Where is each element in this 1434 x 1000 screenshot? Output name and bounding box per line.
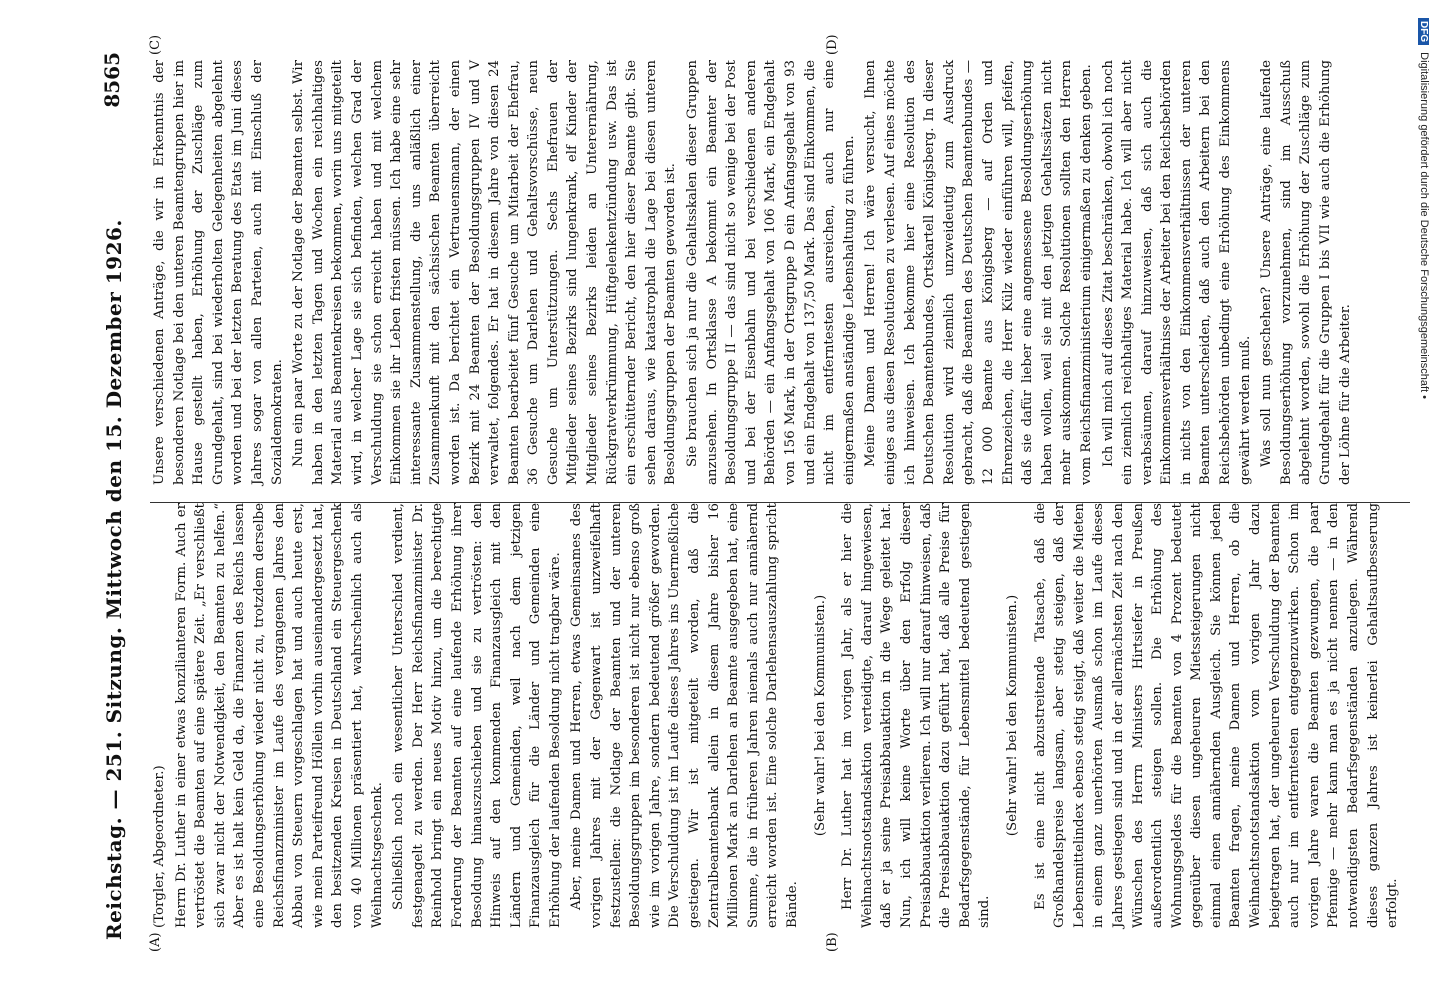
document-page: [90, 34, 1420, 952]
interjection: (Sehr wahr! bei den Kommunisten.): [812, 594, 828, 837]
paragraph: Unsere verschiedenen Anträge, die wir in Erkenntnis der besonderen Notlage bei den unteren Beamtengruppen hier im Hause gestellt haben, Erhöhung der Zuschläge zum Grundgehalt, sind bei wiederholten Gelegenheiten abgelehnt worden und bei der letzten Beratung des Etats im Juni dieses Jahres sogar von allen Parteien, auch mit Einschluß der Sozialdemokraten.: [152, 60, 285, 485]
header-title: Reichstag. — 251. Sitzung. Mittwoch den 15. Dezember 1926.: [102, 219, 126, 940]
page-header: [90, 40, 138, 950]
paragraph: Schließlich noch ein wesentlicher Unterschied verdient, festgenagelt zu werden. Der Herr Reichsfinanzminister Dr. Reinhold bringt ein neues Motiv hinzu, um die berechtigte Forderung der Beamten auf eine laufende Erhöhung ihrer Besoldung hinauszuschieben und sie zu vertrösten: den Hinweis auf den kommenden Finanzausgleich mit den Ländern und Gemeinden, weil nach dem jetzigen Finanzausgleich für die Länder und Gemeinden eine Erhöhung der laufenden Besoldung nicht tragbar wäre.: [391, 503, 563, 928]
page-number: 8565: [100, 52, 124, 108]
right-column: [150, 60, 1357, 485]
left-column: [150, 503, 1405, 928]
paragraph: Herrn Dr. Luther in einer etwas konzilianteren Form. Auch er vertröstet die Beamten auf eine spätere Zeit. „Er verschließt sich zwar nicht der Notwendigkeit, den Beamten zu helfen.“ Aber es ist halt kein Geld da, die Finanzen des Reichs lassen eine Besoldungserhöhung wieder nicht zu, trotzdem derselbe Reichsfinanzminister im Laufe des vergangenen Jahres den Abbau von Steuern vorgeschlagen hat und auch heute erst, wie mein Parteifreund Höllein vorhin auseinandergesetzt hat, den besitzenden Kreisen in Deutschland ein Steuergeschenk von 40 Millionen präsentiert hat, wahrscheinlich auch als Weihnachtsgeschenk.: [173, 503, 385, 928]
paragraph: Sie brauchen sich ja nur die Gehaltsskalen dieser Gruppen anzusehen. In Ortsklasse A bekommt ein Beamter der Besoldungsgruppe II — das sind nicht so wenige bei der Post und bei der Eisenbahn und bei verschiedenen anderen Behörden — ein Anfangsgehalt von 106 Mark, ein Endgehalt von 156 Mark, in der Ortsgruppe D ein Anfangsgehalt von 93 und ein Endgehalt von 137,50 Mark. Das sind Einkommen, die nicht im entferntesten ausreichen, auch nur eine einigermaßen anständige Lebenshaltung zu führen.: [685, 60, 857, 485]
margin-marker-a: (A): [148, 932, 163, 952]
paragraph: (Torgler, Abgeordneter.): [152, 765, 167, 928]
interjection: (Sehr wahr! bei den Kommunisten.): [1004, 594, 1020, 837]
digitization-note: [1412, 8, 1434, 998]
column-divider: [150, 502, 1410, 503]
margin-marker-d: (D): [825, 34, 840, 55]
margin-marker-b: (B): [825, 932, 840, 952]
paragraph: Was soll nun geschehen? Unsere Anträge, eine laufende Besoldungserhöhung vorzunehmen, sind im Ausschuß abgelehnt worden, sowohl die Erhöhung der Zuschläge zum Grundgehalt für die Gruppen I bis VII wie auch die Erhöhung der Löhne für die Arbeiter.: [1259, 60, 1353, 485]
paragraph: Meine Damen und Herren! Ich wäre versucht, Ihnen einiges aus diesen Resolutionen zu verlesen. Auf eines möchte ich hinweisen. Ich bekomme hier eine Resolution des Deutschen Beamtenbundes, Ortskartell Königsberg. In dieser Resolution wird ziemlich unzweideutig zum Ausdruck gebracht, daß die Beamten des Deutschen Beamtenbundes — 12 000 Beamte aus Königsberg — auf Orden und Ehrenzeichen, die Herr Külz wieder einführen will, pfeifen, daß sie dafür lieber eine angemessene Besoldungserhöhung haben wollen, weil sie mit den jetzigen Gehaltssätzen nicht mehr auskommen. Solche Resolutionen sollten den Herren vom Reichsfinanzministerium einigermaßen zu denken geben.: [863, 60, 1094, 485]
paragraph: Aber, meine Damen und Herren, etwas Gemeinsames des vorigen Jahres mit der Gegenwart ist unzweifelhaft festzustellen: die Notlage der Beamten und der unteren Besoldungsgruppen im besonderen ist nicht nur ebenso groß wie im vorigen Jahre, sondern bedeutend größer geworden. Die Verschuldung ist im Laufe dieses Jahres ins Unermeßliche gestiegen. Wir ist mitgeteilt worden, daß die Zentralbeamtenbank allein in diesem Jahre bisher 16 Millionen Mark an Darlehen an Beamte ausgegeben hat, eine Summe, die in früheren Jahren niemals auch nur annähernd erreicht worden ist. Eine solche Darlehensauszahlung spricht Bände.: [569, 503, 800, 928]
margin-marker-c: (C): [148, 34, 163, 55]
dfg-logo: DFG: [1418, 18, 1429, 45]
paragraph: Nun ein paar Worte zu der Notlage der Beamten selbst. Wir haben in den letzten Tagen und Wochen ein reichhaltiges Material aus Beamtenkreisen bekommen, worin uns mitgeteilt wird, in welcher Lage sie sich befinden, welchen Grad der Verschuldung sie schon erreicht haben und mit welchem Einkommen sie ihr Leben fristen müssen. Ich habe eine sehr interessante Zusammenstellung, die uns anläßlich einer Zusammenkunft mit den sächsischen Beamten überreicht worden ist. Da berichtet ein Vertrauensmann, der einen Bezirk mit 24 Beamten der Besoldungsgruppen IV und V verwaltet, folgendes. Er hat in diesem Jahre von diesen 24 Beamten bearbeitet fünf Gesuche um Mitarbeit der Ehefrau, 36 Gesuche um Darlehen und Gehaltsvorschüsse, neun Gesuche um Unterstützungen. Sechs Ehefrauen der Mitglieder seines Bezirks sind lungenkrank, elf Kinder der Mitglieder seines Bezirks leiden an Unterernährung, Rückgratverkrümmung, Hüftgelenkentzündung usw. Das ist ein erschütternder Bericht, den hier dieser Beamte gibt. Sie sehen daraus, wie katastrophal die Lage bei diesen unteren Besoldungsgruppen der Beamten geworden ist.: [291, 60, 679, 485]
paragraph: Herr Dr. Luther hat im vorigen Jahr, als er hier die Weihnachtsnotstandsaktion verteidigte, darauf hingewiesen, daß er ja seine Preisabbauaktion in die Wege geleitet hat. Nun, ich will keine Worte über den Erfolg dieser Preisabbauaktion verlieren. Ich will nur darauf hinweisen, daß die Preisabbauaktion dazu geführt hat, daß alle Preise für Bedarfsgegenstände, für Lebensmittel bedeutend gestiegen sind.: [840, 503, 993, 928]
digitization-text: Digitalisierung gefördert durch die Deutsche Forschungsgemeinschaft •: [1418, 52, 1430, 400]
paragraph: Es ist eine nicht abzustreitende Tatsache, daß die Großhandelspreise langsam, aber stetig steigen, daß der Lebensmittelindex ebenso stetig steigt, daß weiter die Mieten in einem ganz unerhörten Ausmaß schon im Laufe dieses Jahres gestiegen sind und in der allernächsten Zeit nach den Wünschen des Herrn Ministers Hirtsiefer in Preußen außerordentlich steigen sollen. Die Erhöhung des Wohnungsgeldes für die Beamten von 4 Prozent bedeutet gegenüber diesen ungeheuren Mietssteigerungen nicht einmal einen annähernden Ausgleich. Sie können jeden Beamten fragen, meine Damen und Herren, ob die Weihnachtsnotstandsaktion vom vorigen Jahr dazu beigetragen hat, der ungeheuren Verschuldung der Beamten auch nur im entferntesten entgegenzuwirken. Schon im vorigen Jahre waren die Beamten gezwungen, die paar Pfennige — mehr kann man es ja nicht nennen — in den notwendigsten Bedarfsgegenständen anzulegen. Während dieses ganzen Jahres ist keinerlei Gehaltsaufbesserung erfolgt.: [1032, 503, 1401, 928]
paragraph: Ich will mich auf dieses Zitat beschränken, obwohl ich noch ein ziemlich reichhaltiges Material habe. Ich will aber nicht verabsäumen, darauf hinzuweisen, daß sich auch die Einkommensverhältnisse der Arbeiter bei den Reichsbehörden in nichts von den Einkommensverhältnissen der unteren Beamten unterscheiden, daß auch den Arbeitern bei den Reichsbehörden unbedingt eine Erhöhung des Einkommens gewährt werden muß.: [1100, 60, 1253, 485]
